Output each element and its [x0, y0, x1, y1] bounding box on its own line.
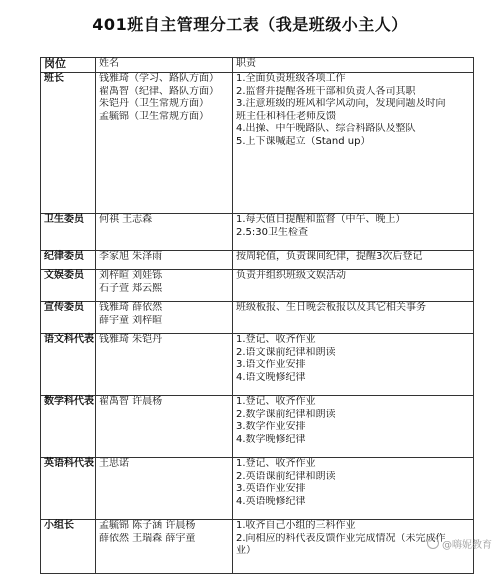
duty-line: 2.向相应的科代表反馈作业完成情况（未完成作 [236, 532, 446, 544]
name-line: 刘梓暄 刘娃铄 [99, 270, 163, 281]
post-cell: 小组长 [41, 520, 96, 574]
table-row [41, 73, 474, 214]
name-line: 钱雅琦 朱铠丹 [99, 334, 163, 345]
table-row [41, 214, 474, 251]
names-cell [96, 270, 233, 302]
post-cell: 卫生委员 [41, 214, 96, 251]
duty-line: 4.语文晚修纪律 [236, 371, 306, 383]
duties-cell [233, 458, 474, 520]
name-line: 王思诺 [99, 458, 129, 469]
duty-line: 3.数学作业安排 [236, 421, 306, 432]
table-header-row [41, 58, 474, 73]
name-line: 朱铠丹（卫生常规方面） [99, 98, 209, 109]
duties-cell [233, 396, 474, 458]
duty-table [40, 57, 474, 574]
duty-line: 5.上下课喊起立（Stand up） [236, 135, 371, 147]
wechat-icon [427, 537, 439, 549]
duties-cell [233, 214, 474, 251]
duties-cell [233, 251, 474, 270]
duty-line: 1.全面负责班级各项工作 [236, 73, 346, 84]
duty-line: 2.监督并提醒各班干部和负责人各司其职 [236, 85, 416, 97]
names-cell [96, 302, 233, 334]
duty-line: 1.登记、收齐作业 [236, 334, 316, 345]
duty-line: 2.5:30卫生检查 [236, 226, 308, 238]
duties-cell [233, 270, 474, 302]
name-line: 薛宇童 刘梓暄 [99, 314, 163, 326]
post-cell: 语文科代表 [41, 334, 96, 396]
duty-line: 4.数学晚修纪律 [236, 433, 306, 445]
table-row [41, 520, 474, 574]
names-cell [96, 251, 233, 270]
table-row [41, 270, 474, 302]
duty-line: 3.注意班级的班风和学风动向，发现问题及时向 [236, 98, 446, 109]
duties-cell [233, 334, 474, 396]
post-cell: 数学科代表 [41, 396, 96, 458]
duties-cell [233, 73, 474, 214]
name-line: 何祺 王志森 [99, 214, 153, 225]
names-cell [96, 334, 233, 396]
duty-line: 业） [236, 545, 256, 556]
post-cell: 班长 [41, 73, 96, 214]
name-line: 孟毓锦 陈子涵 许晨杨 [99, 520, 196, 531]
duty-line: 3.语文作业安排 [236, 359, 306, 370]
watermark [427, 536, 492, 551]
table-row [41, 334, 474, 396]
name-line: 薛依然 王瑞森 薛宇童 [99, 532, 196, 544]
name-line: 钱雅琦 薛依然 [99, 302, 163, 313]
table-row [41, 458, 474, 520]
duty-line: 班主任和科任老师反馈 [236, 110, 336, 122]
name-line: 翟禹智（纪律、路队方面） [99, 85, 219, 97]
page-title: 401班自主管理分工表（我是班级小主人） [92, 15, 408, 34]
name-line: 李家旭 朱泽雨 [99, 251, 163, 262]
names-cell [96, 396, 233, 458]
post-cell: 英语科代表 [41, 458, 96, 520]
names-cell [96, 214, 233, 251]
duty-line: 2.英语课前纪律和朗读 [236, 470, 336, 482]
duty-line: 负责并组织班级文娱活动 [236, 270, 346, 281]
duty-line: 1.登记、收齐作业 [236, 396, 316, 407]
name-line: 孟毓锦（卫生常规方面） [99, 110, 209, 122]
duty-line: 1.收齐自己小组的三科作业 [236, 520, 356, 531]
names-cell [96, 73, 233, 214]
duty-line: 1.每天值日提醒和监督（中午、晚上） [236, 214, 406, 225]
duty-line: 3.英语作业安排 [236, 483, 306, 494]
watermark-text: @嗨妮教育 [442, 540, 492, 551]
table-row [41, 302, 474, 334]
duties-cell [233, 302, 474, 334]
duty-line: 1.登记、收齐作业 [236, 458, 316, 469]
duty-line: 2.数学课前纪律和朗读 [236, 408, 336, 420]
post-cell: 宣传委员 [41, 302, 96, 334]
post-cell: 纪律委员 [41, 251, 96, 270]
table-row [41, 251, 474, 270]
header-names: 姓名 [96, 58, 233, 73]
duty-line: 4.英语晚修纪律 [236, 495, 306, 507]
names-cell [96, 458, 233, 520]
duty-line: 按周轮值，负责课间纪律，提醒3次后登记 [236, 251, 423, 262]
duty-line: 4.出操、中午晚路队、综合科路队及整队 [236, 123, 416, 134]
header-post: 岗位 [41, 58, 96, 73]
names-cell [96, 520, 233, 574]
duty-line: 2.语文课前纪律和朗读 [236, 346, 336, 358]
header-duties: 职责 [233, 58, 474, 73]
post-cell: 文娱委员 [41, 270, 96, 302]
name-line: 石子萱 郑云熙 [99, 282, 163, 294]
name-line: 钱雅琦（学习、路队方面） [99, 73, 219, 84]
duty-line: 班级板报、生日晚会板报以及其它相关事务 [236, 302, 426, 313]
table-row [41, 396, 474, 458]
name-line: 翟禹智 许晨杨 [99, 396, 163, 407]
